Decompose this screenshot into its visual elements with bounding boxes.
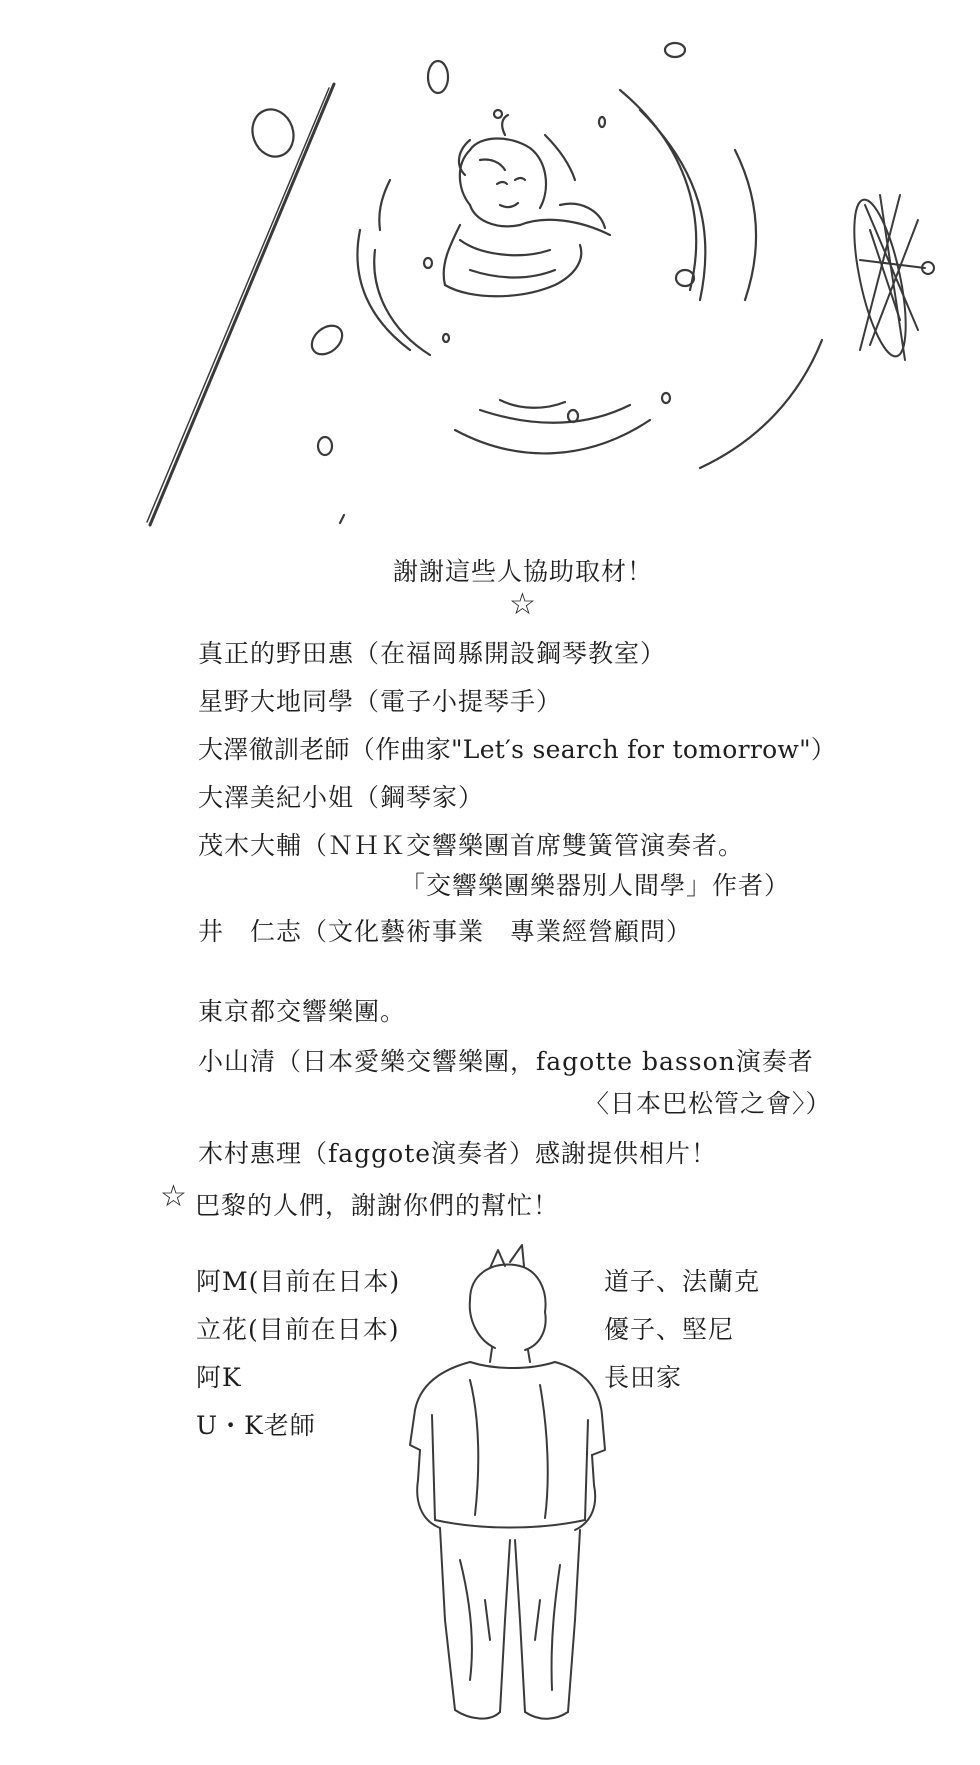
star-icon: ☆ [509, 587, 536, 622]
man-from-behind-sketch [410, 1245, 605, 1719]
acknowledgement-heading: 謝謝這些人協助取材！ [393, 557, 654, 586]
credit-line: 大澤徹訓老師（作曲家"Let′s search for tomorrow"） [198, 735, 837, 764]
paris-name: 道子、法蘭克 [604, 1267, 761, 1296]
orchestra-line: 小山清（日本愛樂交響樂團，fagotte basson演奏者 [198, 1047, 814, 1076]
credit-line: 真正的野田惠（在福岡縣開設鋼琴教室） [198, 639, 667, 668]
orchestra-line-continued: 〈日本巴松管之會〉） [584, 1089, 832, 1118]
paris-name: U・K老師 [196, 1411, 316, 1440]
orchestra-line: 木村惠理（faggote演奏者）感謝提供相片！ [198, 1139, 718, 1168]
paris-name: 立花(目前在日本) [196, 1315, 400, 1344]
credit-line: 星野大地同學（電子小提琴手） [198, 687, 563, 716]
credit-line: 大澤美紀小姐（鋼琴家） [198, 783, 485, 812]
star-icon: ☆ [160, 1179, 187, 1214]
credit-line: 茂木大輔（ＮＨＫ交響樂團首席雙簧管演奏者。 [198, 831, 745, 860]
orchestra-line: 東京都交響樂團。 [198, 997, 407, 1026]
girl-floating-in-swirl-sketch [147, 43, 822, 525]
instrument-sketch [844, 195, 934, 360]
credit-line: 井 仁志（文化藝術事業 專業經營顧問） [198, 917, 693, 946]
paris-name: 阿K [196, 1363, 242, 1392]
paris-name: 阿M(目前在日本) [196, 1267, 401, 1296]
paris-heading: 巴黎的人們，謝謝你們的幫忙！ [195, 1191, 560, 1220]
paris-name: 長田家 [604, 1363, 683, 1392]
paris-name: 優子、堅尼 [604, 1315, 735, 1344]
credit-line-continued: 「交響樂團樂器別人間學」作者） [400, 871, 791, 900]
